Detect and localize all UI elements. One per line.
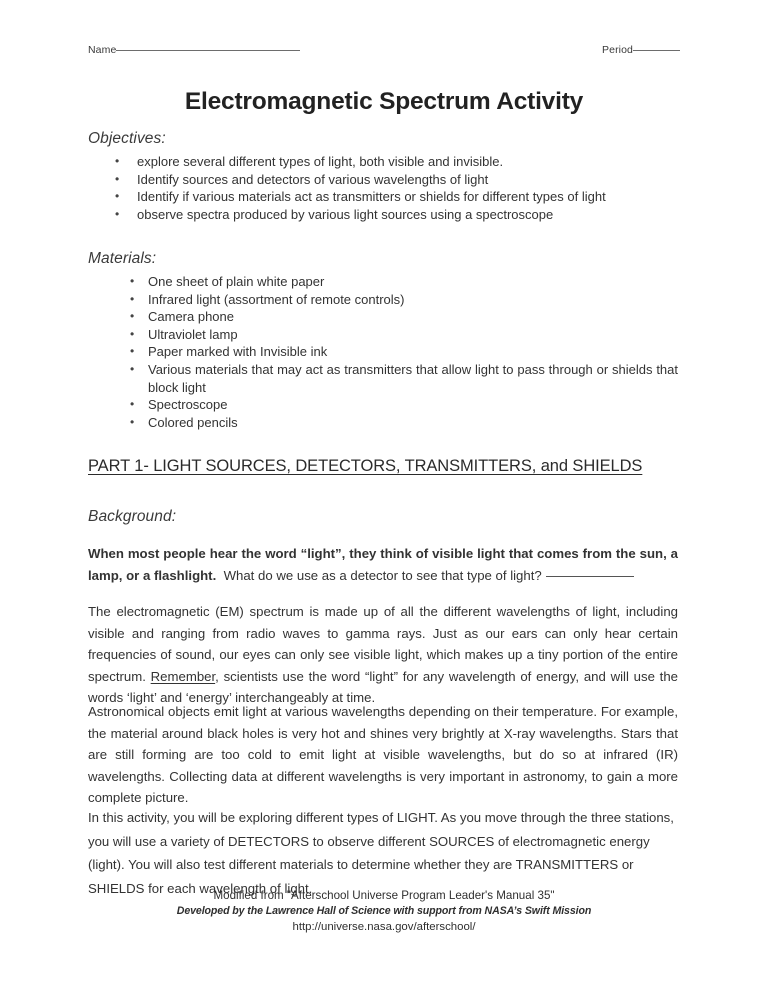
list-item: • Paper marked with Invisible ink bbox=[88, 343, 678, 361]
period-label: Period bbox=[602, 44, 633, 56]
list-item: • observe spectra produced by various light sources using a spectroscope bbox=[88, 206, 678, 224]
footer-url-text[interactable]: http://universe.nasa.gov/afterschool/ bbox=[292, 921, 476, 933]
activity-paragraph-wrap bbox=[88, 806, 678, 900]
objectives-section bbox=[88, 130, 678, 223]
list-item: • Identify sources and detectors of various wavelengths of light bbox=[88, 171, 678, 189]
objectives-heading: Objectives: bbox=[88, 130, 166, 147]
materials-section bbox=[88, 250, 678, 431]
materials-heading: Materials: bbox=[88, 250, 157, 267]
list-item: • Infrared light (assortment of remote controls) bbox=[88, 291, 678, 309]
spectrum-paragraph bbox=[88, 601, 678, 709]
period-field[interactable] bbox=[602, 44, 680, 56]
part1-heading-wrap bbox=[88, 457, 678, 476]
remember-underlined: Remember bbox=[150, 668, 216, 684]
list-item: • Spectroscope bbox=[88, 396, 678, 414]
footer-url-line bbox=[0, 921, 768, 933]
list-item: • Various materials that may act as transmitters that allow light to pass through or shields that block light bbox=[88, 361, 678, 396]
name-field[interactable] bbox=[88, 44, 300, 56]
footer-developer-line bbox=[0, 905, 768, 917]
list-item: • explore several different types of light, both visible and invisible. bbox=[88, 153, 678, 171]
list-item: • One sheet of plain white paper bbox=[88, 273, 678, 291]
name-blank-rule[interactable] bbox=[116, 50, 300, 51]
astronomical-paragraph-wrap bbox=[88, 701, 678, 809]
spectrum-text-part1: The electromagnetic (EM) spectrum is made up of all the different wavelengths of light, including visible and ranging from radio waves to gamma rays. Just as our ears can only hear certain frequencies of sound, our eyes can only see visible light, which makes up a tiny portion of the entire spectrum. bbox=[88, 604, 678, 684]
list-item: • Colored pencils bbox=[88, 414, 678, 432]
student-id-row bbox=[88, 44, 680, 60]
objectives-list bbox=[88, 153, 678, 223]
materials-list bbox=[88, 273, 678, 431]
answer-blank[interactable] bbox=[546, 576, 634, 577]
activity-paragraph: In this activity, you will be exploring different types of LIGHT. As you move through the three stations, you will use a variety of DETECTORS to observe different SOURCES of electromagnetic energy (light). You will also test different materials to determine whether they are TRANSMITTERS or SHIELDS for each wavelength of light. bbox=[88, 810, 674, 896]
astronomical-paragraph: Astronomical objects emit light at various wavelengths depending on their temperature. For example, the material around black holes is very hot and shines very brightly at X-ray wavelengths. Stars that are still forming are too cold to emit light at visible wavelengths, but do so at infrared (IR) wavelengths. Collecting data at different wavelengths is very important in astronomy, to gain a more complete picture. bbox=[88, 704, 678, 805]
footer-source-text: Modified from "Afterschool Universe Program Leader's Manual 35" bbox=[213, 889, 555, 902]
page-title: Electromagnetic Spectrum Activity bbox=[184, 88, 584, 115]
footer-developer-text: Developed by the Lawrence Hall of Science with support from NASA’s Swift Mission bbox=[176, 905, 592, 917]
spectrum-paragraph-wrap bbox=[88, 601, 678, 709]
footer-credit-line bbox=[0, 889, 768, 902]
list-item: • Camera phone bbox=[88, 308, 678, 326]
period-blank-rule[interactable] bbox=[633, 50, 680, 51]
list-item: • Identify if various materials act as transmitters or shields for different types of light bbox=[88, 188, 678, 206]
intro-paragraph bbox=[88, 543, 678, 586]
intro-question-text: What do we use as a detector to see that type of light? bbox=[223, 567, 542, 583]
list-item: • Ultraviolet lamp bbox=[88, 326, 678, 344]
intro-paragraph-wrap bbox=[88, 543, 678, 586]
intro-bold-text: When most people hear the word “light”, they think of visible light that comes from the sun, a lamp, or a flashlight. bbox=[88, 546, 678, 583]
spectrum-text-part2: , scientists use the word “light” for any wavelength of energy, and will use the words ‘light’ and ‘energy’ interchangeably at time. bbox=[88, 668, 678, 705]
name-label: Name bbox=[88, 44, 117, 56]
background-heading-wrap bbox=[88, 508, 678, 526]
background-heading: Background: bbox=[88, 508, 177, 525]
part1-heading: PART 1- LIGHT SOURCES, DETECTORS, TRANSMITTERS, and SHIELDS bbox=[88, 457, 643, 475]
